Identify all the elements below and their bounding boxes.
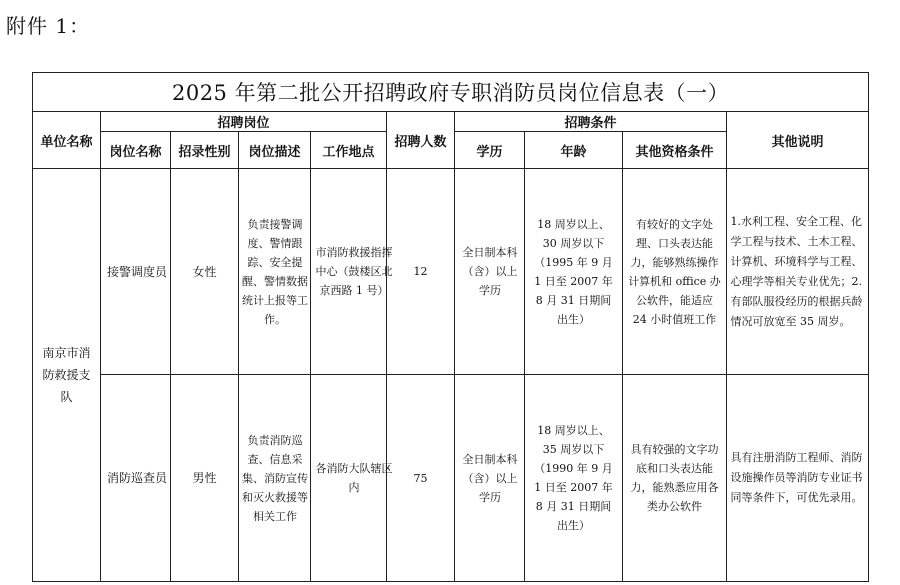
header-education: 学历 — [455, 132, 525, 169]
post-name-cell — [101, 169, 171, 375]
recruitment-table — [32, 72, 869, 582]
count-cell: 12 — [387, 169, 455, 375]
description-cell — [239, 169, 311, 375]
description-cell — [239, 375, 311, 582]
location-cell — [311, 375, 393, 582]
header-location: 工作地点 — [311, 132, 387, 169]
other-qualifications: 有较好的文字处理、口头表达能力，能够熟练操作计算机和 office 办公软件，能适应 24 小时值班工作 — [628, 217, 721, 326]
unit-name: 南京市消防救援支队 — [42, 346, 91, 404]
post-name-cell — [101, 375, 171, 582]
education-cell — [455, 375, 525, 582]
education-cell — [455, 169, 525, 375]
notes-cell — [727, 169, 869, 375]
header-post-name: 岗位名称 — [101, 132, 171, 169]
location-cell — [311, 169, 393, 375]
notes: 1.水利工程、安全工程、化学工程与技术、土木工程、计算机、环境科学与工程、心理学等相关专业优先；2.有部队服役经历的根据兵龄情况可放宽至 35 周岁。 — [730, 214, 863, 328]
age-cell — [525, 375, 623, 582]
header-other-qualifications: 其他资格条件 — [623, 132, 727, 169]
notes-cell — [727, 375, 869, 582]
table-row — [33, 375, 869, 582]
other-qualifications-cell — [623, 169, 727, 375]
attachment-label: 附件 1： — [6, 14, 91, 38]
count-cell: 75 — [387, 375, 455, 582]
location: 各消防大队辖区内 — [315, 462, 393, 494]
other-qualifications: 具有较强的文字功底和口头表达能力，能熟悉应用各类办公软件 — [630, 443, 719, 513]
location: 市消防救援指挥中心（鼓楼区北京西路 1 号） — [315, 246, 393, 297]
table-row — [33, 169, 869, 375]
notes: 具有注册消防工程师、消防设施操作员等消防专业证书同等条件下，可优先录用。 — [730, 451, 863, 504]
other-qualifications-cell — [623, 375, 727, 582]
unit-name-cell — [33, 169, 101, 582]
header-condition-group: 招聘条件 — [455, 112, 727, 132]
description: 负责接警调度、警情跟踪、安全提醒、警情数据统计上报等工作。 — [242, 217, 308, 326]
post-name: 消防巡查员 — [106, 471, 167, 485]
header-age: 年龄 — [525, 132, 623, 169]
header-unit: 单位名称 — [33, 112, 101, 169]
header-gender: 招录性别 — [171, 132, 239, 169]
header-notes: 其他说明 — [727, 112, 869, 169]
gender-cell: 女性 — [171, 169, 239, 375]
table-title: 2025 年第二批公开招聘政府专职消防员岗位信息表（一） — [33, 73, 869, 112]
description: 负责消防巡查、信息采集、消防宣传和灭火救援等相关工作 — [242, 433, 308, 523]
age: 18 周岁以上、30 周岁以下（1995 年 9 月 1 日至 2007 年 8 月 31 日期间出生） — [534, 217, 613, 326]
age: 18 周岁以上、35 周岁以下（1990 年 9 月 1 日至 2007 年 8 月 31 日期间出生） — [534, 424, 613, 532]
header-count: 招聘人数 — [387, 112, 455, 169]
education: 全日制本科（含）以上学历 — [462, 246, 518, 297]
education: 全日制本科（含）以上学历 — [462, 452, 518, 504]
post-name: 接警调度员 — [106, 264, 167, 279]
header-post-group: 招聘岗位 — [101, 112, 387, 132]
gender-cell: 男性 — [171, 375, 239, 582]
header-description: 岗位描述 — [239, 132, 311, 169]
age-cell — [525, 169, 623, 375]
